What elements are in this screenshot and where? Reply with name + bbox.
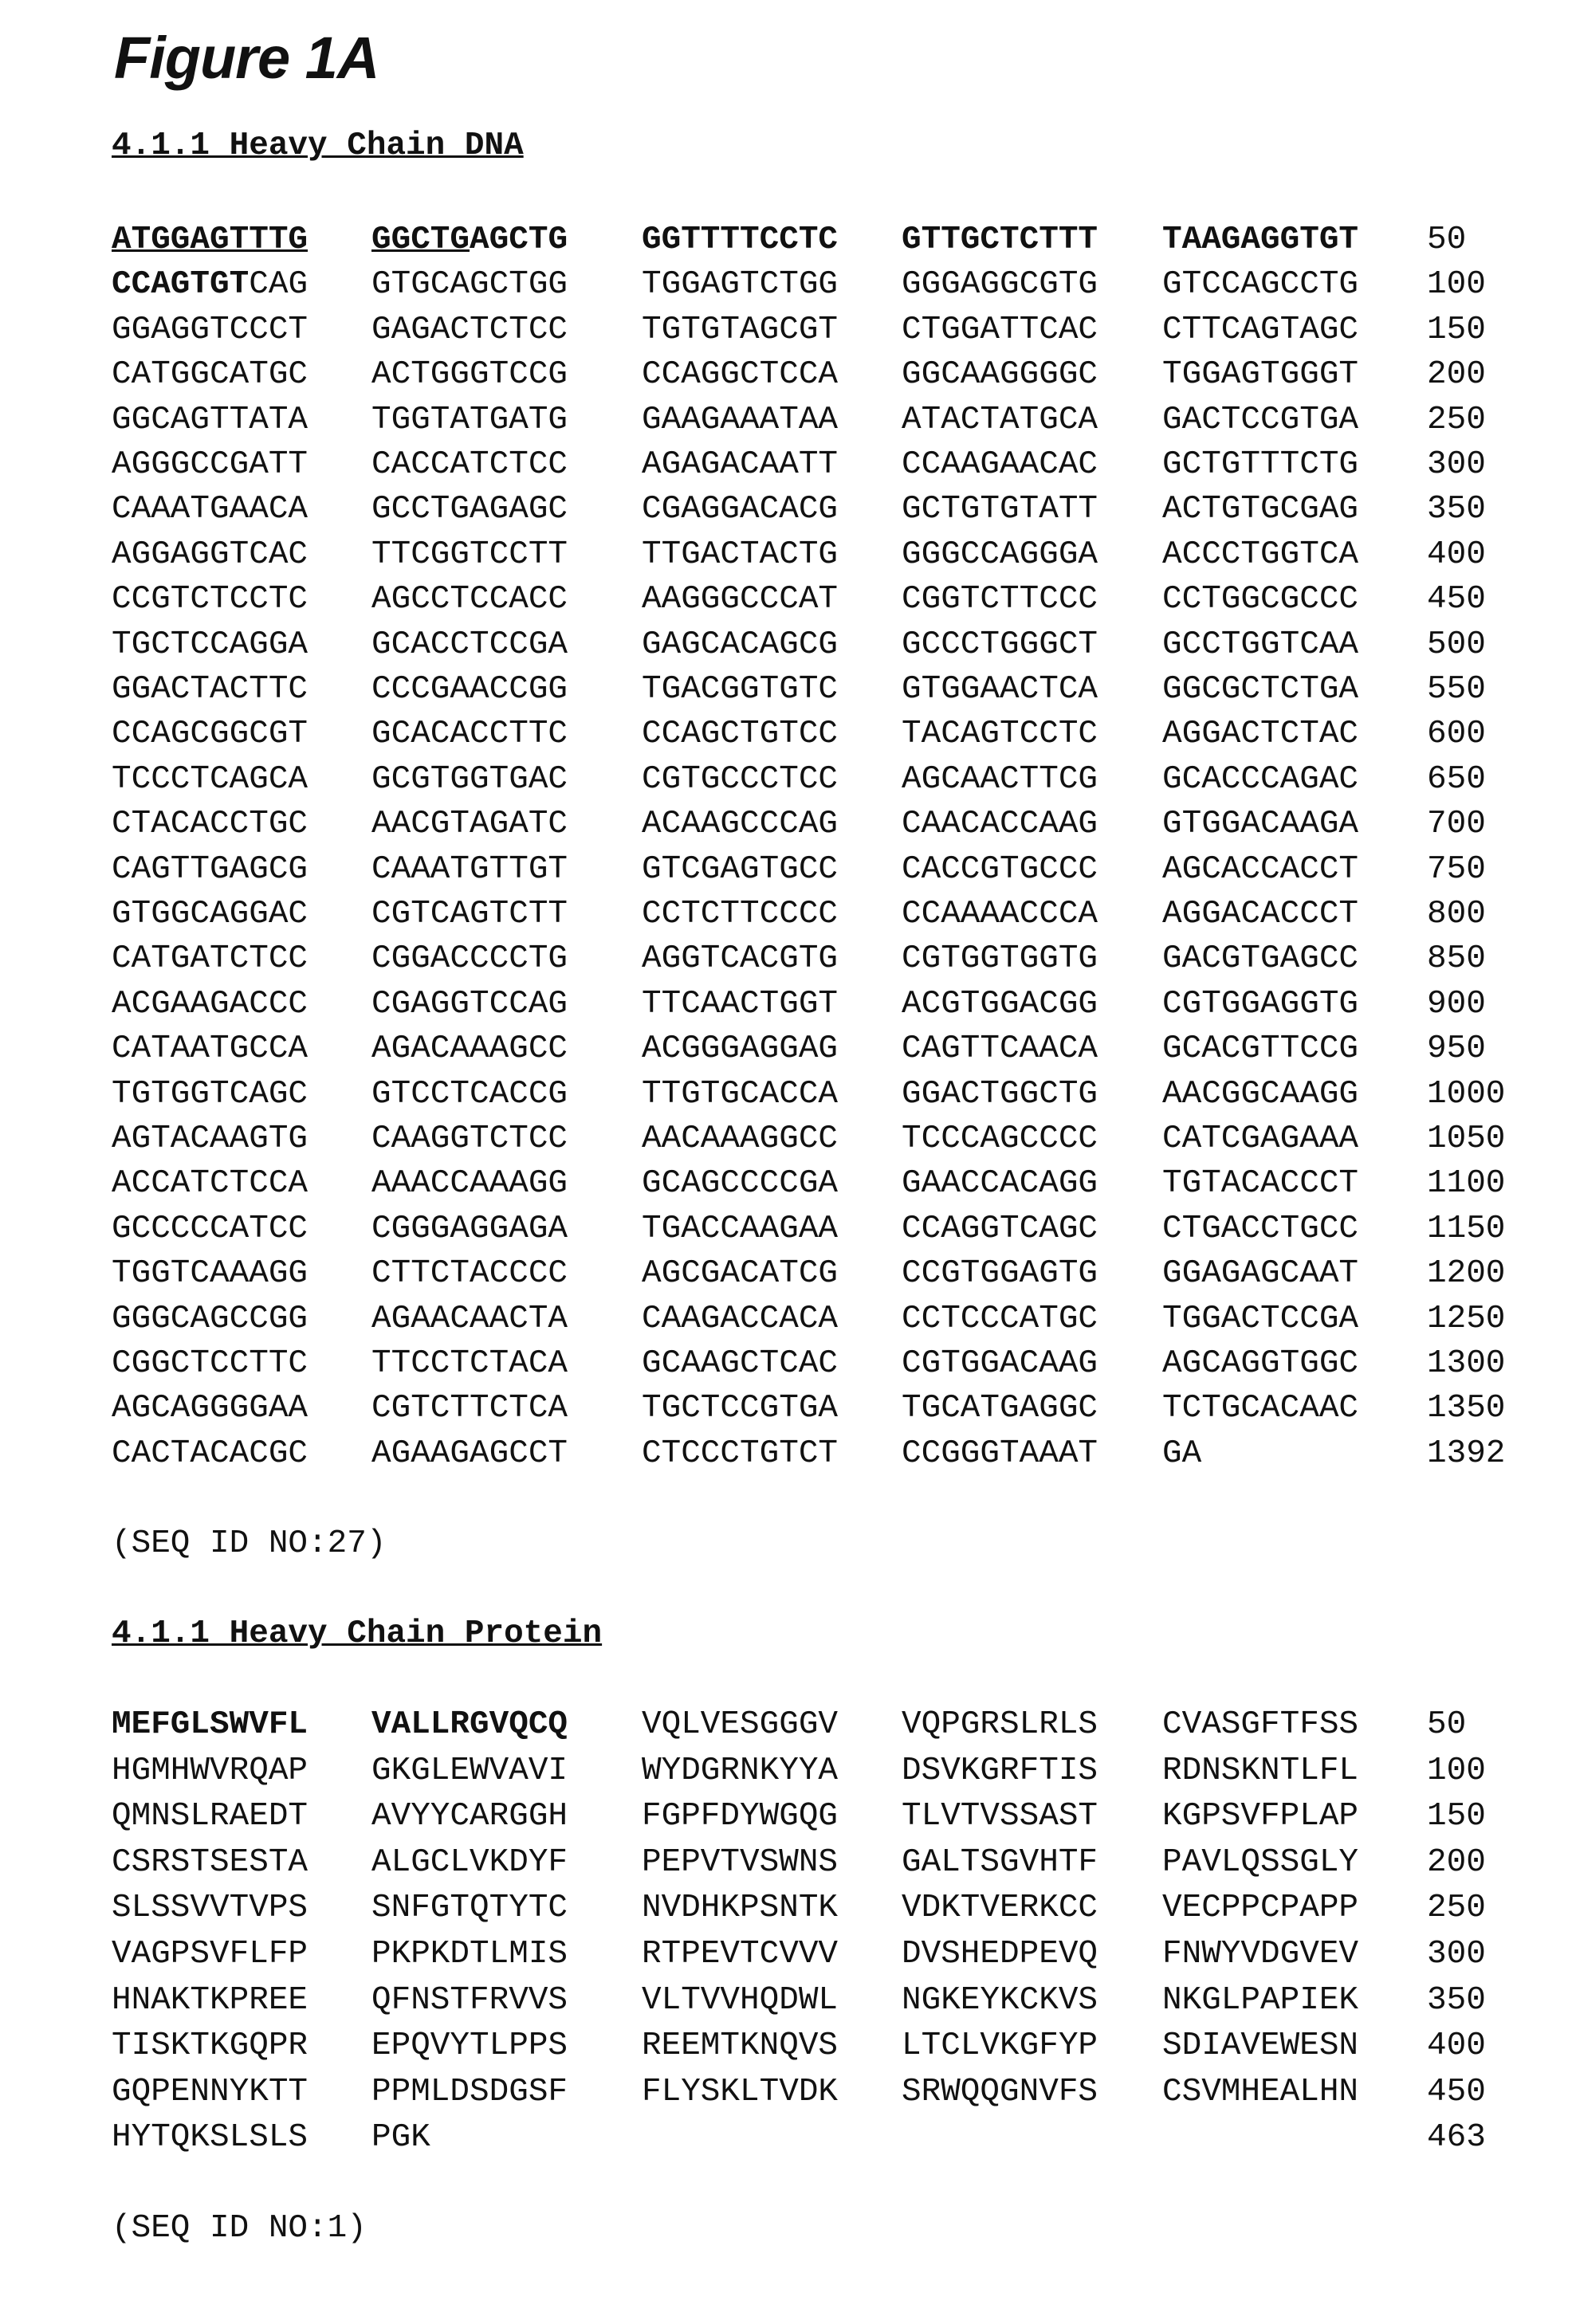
dna-position-number: 800 [1427, 896, 1486, 932]
dna-sequence-group: CGGACCCCTG [371, 940, 568, 977]
dna-sequence-group: TGCATGAGGC [902, 1390, 1098, 1427]
dna-sequence-group: GAGCACAGCG [642, 626, 838, 663]
protein-position-number: 250 [1427, 1890, 1486, 1926]
dna-sequence-group: CAAATGAACA [112, 491, 308, 528]
dna-position-number: 500 [1427, 626, 1486, 663]
dna-sequence-group: CTGACCTGCC [1162, 1211, 1358, 1247]
protein-sequence-group: PAVLQSSGLY [1162, 1844, 1358, 1881]
dna-sequence-group: CAGTTGAGCG [112, 851, 308, 888]
dna-sequence-group: AAGGGCCCAT [642, 581, 838, 618]
dna-sequence-group: CCTCTTCCCC [642, 896, 838, 932]
protein-sequence-group [642, 1706, 838, 1743]
dna-sequence-group: TGGACTCCGA [1162, 1301, 1358, 1337]
dna-sequence-group: CAAATGTTGT [371, 851, 568, 888]
dna-sequence-group: TTCCTCTACA [371, 1345, 568, 1382]
protein-sequence-group: DSVKGRFTIS [902, 1753, 1098, 1789]
protein-sequence-group: QMNSLRAEDT [112, 1798, 308, 1835]
protein-sequence-group: PKPKDTLMIS [371, 1936, 568, 1973]
dna-sequence-group: AGTACAAGTG [112, 1121, 308, 1157]
dna-sequence-group: CGTGCCCTCC [642, 761, 838, 798]
protein-sequence-group [371, 1706, 568, 1743]
protein-sequence-group: HGMHWVRQAP [112, 1753, 308, 1789]
dna-sequence-group: AGGACACCCT [1162, 896, 1358, 932]
dna-sequence-group: CTTCAGTAGC [1162, 312, 1358, 348]
dna-sequence-group: AACAAAGGCC [642, 1121, 838, 1157]
dna-sequence-group: ACTGTGCGAG [1162, 491, 1358, 528]
dna-sequence-group: GCGTGGTGAC [371, 761, 568, 798]
protein-sequence-group: RDNSKNTLFL [1162, 1753, 1358, 1789]
dna-sequence-group: CAAGACCACA [642, 1301, 838, 1337]
dna-sequence-segment: GTGCAGCTGG [371, 266, 568, 303]
dna-sequence-group: CTGGATTCAC [902, 312, 1098, 348]
dna-sequence-group: CACTACACGC [112, 1435, 308, 1472]
protein-seq-id: (SEQ ID NO:1) [112, 2210, 367, 2247]
protein-sequence-group: REEMTKNQVS [642, 2028, 838, 2064]
dna-sequence-group: AGCAGGGGAA [112, 1390, 308, 1427]
protein-sequence-group: SDIAVEWESN [1162, 2028, 1358, 2064]
protein-sequence-group: CSRSTSESTA [112, 1844, 308, 1881]
dna-sequence-group: CGAGGACACG [642, 491, 838, 528]
protein-sequence-group: ALGCLVKDYF [371, 1844, 568, 1881]
protein-sequence-group: FNWYVDGVEV [1162, 1936, 1358, 1973]
dna-sequence-group: GGACTGGCTG [902, 1076, 1098, 1113]
protein-sequence-group: RTPEVTCVVV [642, 1936, 838, 1973]
protein-sequence-group: GALTSGVHTF [902, 1844, 1098, 1881]
dna-sequence-group: GGGCCAGGGA [902, 536, 1098, 573]
dna-position-number: 1392 [1427, 1435, 1505, 1472]
protein-sequence-group: TISKTKGQPR [112, 2028, 308, 2064]
protein-sequence-group: NGKEYKCKVS [902, 1982, 1098, 2019]
dna-sequence-group: AGCAACTTCG [902, 761, 1098, 798]
dna-position-number: 250 [1427, 402, 1486, 438]
dna-sequence-group: CGTCAGTCTT [371, 896, 568, 932]
dna-sequence-group: GCACGTTCCG [1162, 1030, 1358, 1067]
dna-sequence-segment: GGGAGGCGTG [902, 266, 1098, 303]
dna-sequence-group: CCAGGCTCCA [642, 356, 838, 393]
dna-sequence-group: ACCCTGGTCA [1162, 536, 1358, 573]
dna-sequence-group [1162, 266, 1358, 303]
dna-position-number: 900 [1427, 986, 1486, 1023]
dna-sequence-group: GGCAAGGGGC [902, 356, 1098, 393]
dna-sequence-group: AGGACTCTAC [1162, 716, 1358, 752]
dna-sequence-group: TTCAACTGGT [642, 986, 838, 1023]
dna-sequence-group: AAACCAAAGG [371, 1165, 568, 1202]
dna-sequence-group: CCGGGTAAAT [902, 1435, 1098, 1472]
dna-sequence-group: GAAGAAATAA [642, 402, 838, 438]
protein-sequence-group: LTCLVKGFYP [902, 2028, 1098, 2064]
dna-sequence-group: CCGTCTCCTC [112, 581, 308, 618]
protein-sequence-group: DVSHEDPEVQ [902, 1936, 1098, 1973]
figure-title: Figure 1A [114, 24, 379, 92]
dna-position-number: 1250 [1427, 1301, 1505, 1337]
dna-sequence-group: CGGGAGGAGA [371, 1211, 568, 1247]
dna-sequence-group: ACTGGGTCCG [371, 356, 568, 393]
protein-sequence-group: SNFGTQTYTC [371, 1890, 568, 1926]
protein-sequence-group: EPQVYTLPPS [371, 2028, 568, 2064]
dna-sequence-group: TGTGTAGCGT [642, 312, 838, 348]
protein-sequence-group [902, 1706, 1098, 1743]
protein-sequence-group: PEPVTVSWNS [642, 1844, 838, 1881]
dna-sequence-group: GTGGCAGGAC [112, 896, 308, 932]
dna-sequence-group: TTCGGTCCTT [371, 536, 568, 573]
protein-sequence-group: CSVMHEALHN [1162, 2074, 1358, 2110]
dna-sequence-group: GCACACCTTC [371, 716, 568, 752]
dna-sequence-group [642, 222, 838, 258]
dna-sequence-group: AGGGCCGATT [112, 446, 308, 483]
dna-sequence-group: CGTGGAGGTG [1162, 986, 1358, 1023]
dna-sequence-group: CCAAGAACAC [902, 446, 1098, 483]
dna-sequence-group: GGCGCTCTGA [1162, 671, 1358, 708]
dna-sequence-group: CGGTCTTCCC [902, 581, 1098, 618]
protein-sequence-group: GKGLEWVAVI [371, 1753, 568, 1789]
dna-sequence-group: TTGTGCACCA [642, 1076, 838, 1113]
dna-sequence-group: GTGGACAAGA [1162, 806, 1358, 842]
dna-position-number: 100 [1427, 266, 1486, 303]
dna-sequence-group: GCTGTTTCTG [1162, 446, 1358, 483]
protein-sequence-segment: CVASGFTFSS [1162, 1706, 1358, 1743]
dna-position-number: 1150 [1427, 1211, 1505, 1247]
dna-sequence-group: GACTCCGTGA [1162, 402, 1358, 438]
protein-sequence-group: GQPENNYKTT [112, 2074, 308, 2110]
protein-position-number: 463 [1427, 2119, 1486, 2156]
dna-position-number: 650 [1427, 761, 1486, 798]
dna-sequence-group: GAGACTCTCC [371, 312, 568, 348]
dna-sequence-group: ATACTATGCA [902, 402, 1098, 438]
dna-sequence-group: CCAGCTGTCC [642, 716, 838, 752]
protein-sequence-group: HYTQKSLSLS [112, 2119, 308, 2156]
dna-sequence-group: AACGTAGATC [371, 806, 568, 842]
dna-sequence-group: CTCCCTGTCT [642, 1435, 838, 1472]
dna-sequence-group: AGACAAAGCC [371, 1030, 568, 1067]
dna-position-number: 1200 [1427, 1255, 1505, 1292]
dna-position-number: 550 [1427, 671, 1486, 708]
dna-sequence-group: AGCGACATCG [642, 1255, 838, 1292]
dna-sequence-group: ACAAGCCCAG [642, 806, 838, 842]
protein-sequence-group: PPMLDSDGSF [371, 2074, 568, 2110]
protein-sequence-group: TLVTVSSAST [902, 1798, 1098, 1835]
dna-sequence-group: GTCGAGTGCC [642, 851, 838, 888]
dna-sequence-group: CCAGCGGCGT [112, 716, 308, 752]
protein-sequence-group: VLTVVHQDWL [642, 1982, 838, 2019]
protein-sequence-group: VECPPCPAPP [1162, 1890, 1358, 1926]
dna-sequence-group: CGTGGTGGTG [902, 940, 1098, 977]
dna-sequence-group [902, 222, 1098, 258]
dna-sequence-segment: TGGAGTCTGG [642, 266, 838, 303]
dna-position-number: 50 [1427, 222, 1466, 258]
protein-section-heading: 4.1.1 Heavy Chain Protein [112, 1615, 602, 1652]
protein-sequence-group [1162, 1706, 1358, 1743]
protein-sequence-group: NKGLPAPIEK [1162, 1982, 1358, 2019]
dna-sequence-group: CCTCCCATGC [902, 1301, 1098, 1337]
dna-sequence-group: TCTGCACAAC [1162, 1390, 1358, 1427]
dna-position-number: 300 [1427, 446, 1486, 483]
dna-position-number: 700 [1427, 806, 1486, 842]
dna-sequence-group: GCCTGAGAGC [371, 491, 568, 528]
protein-position-number: 300 [1427, 1936, 1486, 1973]
dna-position-number: 1300 [1427, 1345, 1505, 1382]
dna-sequence-group [1162, 222, 1358, 258]
dna-sequence-segment: GGTTTTCCTC [642, 222, 838, 258]
protein-position-number: 350 [1427, 1982, 1486, 2019]
dna-sequence-group: TCCCAGCCCC [902, 1121, 1098, 1157]
dna-position-number: 750 [1427, 851, 1486, 888]
dna-sequence-group: AGGTCACGTG [642, 940, 838, 977]
protein-sequence-segment: MEFGLSWVFL [112, 1706, 308, 1743]
dna-sequence-group: TGCTCCGTGA [642, 1390, 838, 1427]
dna-sequence-group: GCACCTCCGA [371, 626, 568, 663]
protein-sequence-group: PGK [371, 2119, 430, 2156]
protein-sequence-group [112, 1706, 308, 1743]
dna-section-heading: 4.1.1 Heavy Chain DNA [112, 128, 524, 164]
dna-sequence-segment: ATGGAGTTTG [112, 222, 308, 258]
dna-sequence-group: TCCCTCAGCA [112, 761, 308, 798]
dna-sequence-group: CATGGCATGC [112, 356, 308, 393]
dna-sequence-group: CTACACCTGC [112, 806, 308, 842]
dna-position-number: 200 [1427, 356, 1486, 393]
dna-sequence-group: GCAGCCCCGA [642, 1165, 838, 1202]
dna-position-number: 600 [1427, 716, 1486, 752]
dna-sequence-group: AGAGACAATT [642, 446, 838, 483]
dna-sequence-group: CCAGGTCAGC [902, 1211, 1098, 1247]
dna-sequence-group: TACAGTCCTC [902, 716, 1098, 752]
dna-sequence-group: CGTCTTCTCA [371, 1390, 568, 1427]
dna-sequence-group [371, 266, 568, 303]
protein-position-number: 150 [1427, 1798, 1486, 1835]
protein-sequence-group: FLYSKLTVDK [642, 2074, 838, 2110]
dna-sequence-group: CCTGGCGCCC [1162, 581, 1358, 618]
dna-sequence-group: CCGTGGAGTG [902, 1255, 1098, 1292]
dna-sequence-segment: GGCTG [371, 222, 470, 258]
dna-position-number: 1050 [1427, 1121, 1505, 1157]
dna-sequence-group: ACGTGGACGG [902, 986, 1098, 1023]
dna-sequence-group: CATGATCTCC [112, 940, 308, 977]
protein-sequence-group: SRWQQGNVFS [902, 2074, 1098, 2110]
dna-sequence-group: CGGCTCCTTC [112, 1345, 308, 1382]
dna-position-number: 450 [1427, 581, 1486, 618]
dna-sequence-segment: AGCTG [470, 222, 568, 258]
dna-sequence-segment: CCAGTGT [112, 266, 249, 303]
dna-sequence-group: GCTGTGTATT [902, 491, 1098, 528]
protein-position-number: 100 [1427, 1753, 1486, 1789]
dna-sequence-group [371, 222, 568, 258]
protein-sequence-group: VAGPSVFLFP [112, 1936, 308, 1973]
protein-position-number: 450 [1427, 2074, 1486, 2110]
dna-sequence-group: GA [1162, 1435, 1201, 1472]
dna-sequence-group: GCCTGGTCAA [1162, 626, 1358, 663]
protein-sequence-group: FGPFDYWGQG [642, 1798, 838, 1835]
dna-sequence-group: GACGTGAGCC [1162, 940, 1358, 977]
dna-sequence-group [112, 222, 308, 258]
dna-sequence-segment: GTTGCTCTTT [902, 222, 1098, 258]
dna-sequence-group: AGCACCACCT [1162, 851, 1358, 888]
protein-sequence-segment: VALLRGVQCQ [371, 1706, 568, 1743]
dna-sequence-group [642, 266, 838, 303]
protein-sequence-segment: VQPGRSLRLS [902, 1706, 1098, 1743]
protein-sequence-segment: VQLVESGGGV [642, 1706, 838, 1743]
dna-sequence-group [902, 266, 1098, 303]
dna-sequence-group: TGGAGTGGGT [1162, 356, 1358, 393]
dna-sequence-group: GGAGGTCCCT [112, 312, 308, 348]
dna-sequence-group: TGTGGTCAGC [112, 1076, 308, 1113]
dna-sequence-group: GAACCACAGG [902, 1165, 1098, 1202]
dna-sequence-group: GGACTACTTC [112, 671, 308, 708]
dna-sequence-group: GCAAGCTCAC [642, 1345, 838, 1382]
dna-sequence-group: AGGAGGTCAC [112, 536, 308, 573]
dna-sequence-group: CACCGTGCCC [902, 851, 1098, 888]
protein-position-number: 200 [1427, 1844, 1486, 1881]
dna-sequence-group: GCCCCCATCC [112, 1211, 308, 1247]
dna-sequence-group: CAAGGTCTCC [371, 1121, 568, 1157]
dna-sequence-group: TGACCAAGAA [642, 1211, 838, 1247]
dna-position-number: 1000 [1427, 1076, 1505, 1113]
dna-sequence-group: TTGACTACTG [642, 536, 838, 573]
dna-sequence-group: AGCCTCCACC [371, 581, 568, 618]
dna-position-number: 950 [1427, 1030, 1486, 1067]
dna-sequence-group: TGCTCCAGGA [112, 626, 308, 663]
dna-sequence-group: TGGTCAAAGG [112, 1255, 308, 1292]
dna-position-number: 1100 [1427, 1165, 1505, 1202]
dna-sequence-group: ACGGGAGGAG [642, 1030, 838, 1067]
dna-sequence-group: TGGTATGATG [371, 402, 568, 438]
dna-sequence-group: GGGCAGCCGG [112, 1301, 308, 1337]
dna-position-number: 400 [1427, 536, 1486, 573]
protein-sequence-group: WYDGRNKYYA [642, 1753, 838, 1789]
dna-sequence-segment: TAAGAGGTGT [1162, 222, 1358, 258]
dna-sequence-group: CAACACCAAG [902, 806, 1098, 842]
dna-position-number: 350 [1427, 491, 1486, 528]
protein-sequence-group: VDKTVERKCC [902, 1890, 1098, 1926]
protein-sequence-group: QFNSTFRVVS [371, 1982, 568, 2019]
dna-sequence-segment: GTCCAGCCTG [1162, 266, 1358, 303]
dna-sequence-group: GTGGAACTCA [902, 671, 1098, 708]
dna-sequence-group: AGCAGGTGGC [1162, 1345, 1358, 1382]
dna-sequence-group: TGACGGTGTC [642, 671, 838, 708]
dna-sequence-group: ACCATCTCCA [112, 1165, 308, 1202]
dna-sequence-group: GCCCTGGGCT [902, 626, 1098, 663]
dna-sequence-group: GGAGAGCAAT [1162, 1255, 1358, 1292]
protein-sequence-group: AVYYCARGGH [371, 1798, 568, 1835]
dna-sequence-group: AGAAGAGCCT [371, 1435, 568, 1472]
dna-sequence-group: CTTCTACCCC [371, 1255, 568, 1292]
dna-sequence-group: AACGGCAAGG [1162, 1076, 1358, 1113]
protein-sequence-group: HNAKTKPREE [112, 1982, 308, 2019]
dna-sequence-group: CCCGAACCGG [371, 671, 568, 708]
protein-position-number: 50 [1427, 1706, 1466, 1743]
dna-sequence-group: CATCGAGAAA [1162, 1121, 1358, 1157]
dna-position-number: 850 [1427, 940, 1486, 977]
dna-sequence-group: CGTGGACAAG [902, 1345, 1098, 1382]
dna-sequence-group: TGTACACCCT [1162, 1165, 1358, 1202]
dna-sequence-group: CCAAAACCCA [902, 896, 1098, 932]
dna-sequence-group: CGAGGTCCAG [371, 986, 568, 1023]
dna-sequence-group: ACGAAGACCC [112, 986, 308, 1023]
dna-sequence-group: CATAATGCCA [112, 1030, 308, 1067]
dna-sequence-group: CACCATCTCC [371, 446, 568, 483]
dna-position-number: 1350 [1427, 1390, 1505, 1427]
dna-sequence-group: GCACCCAGAC [1162, 761, 1358, 798]
protein-sequence-group: NVDHKPSNTK [642, 1890, 838, 1926]
protein-position-number: 400 [1427, 2028, 1486, 2064]
dna-sequence-group [112, 266, 308, 303]
dna-sequence-segment: CAG [249, 266, 308, 303]
dna-sequence-group: GTCCTCACCG [371, 1076, 568, 1113]
dna-sequence-group: AGAACAACTA [371, 1301, 568, 1337]
dna-sequence-group: CAGTTCAACA [902, 1030, 1098, 1067]
dna-seq-id: (SEQ ID NO:27) [112, 1525, 386, 1562]
dna-position-number: 150 [1427, 312, 1486, 348]
protein-sequence-group: SLSSVVTVPS [112, 1890, 308, 1926]
dna-sequence-group: GGCAGTTATA [112, 402, 308, 438]
protein-sequence-group: KGPSVFPLAP [1162, 1798, 1358, 1835]
